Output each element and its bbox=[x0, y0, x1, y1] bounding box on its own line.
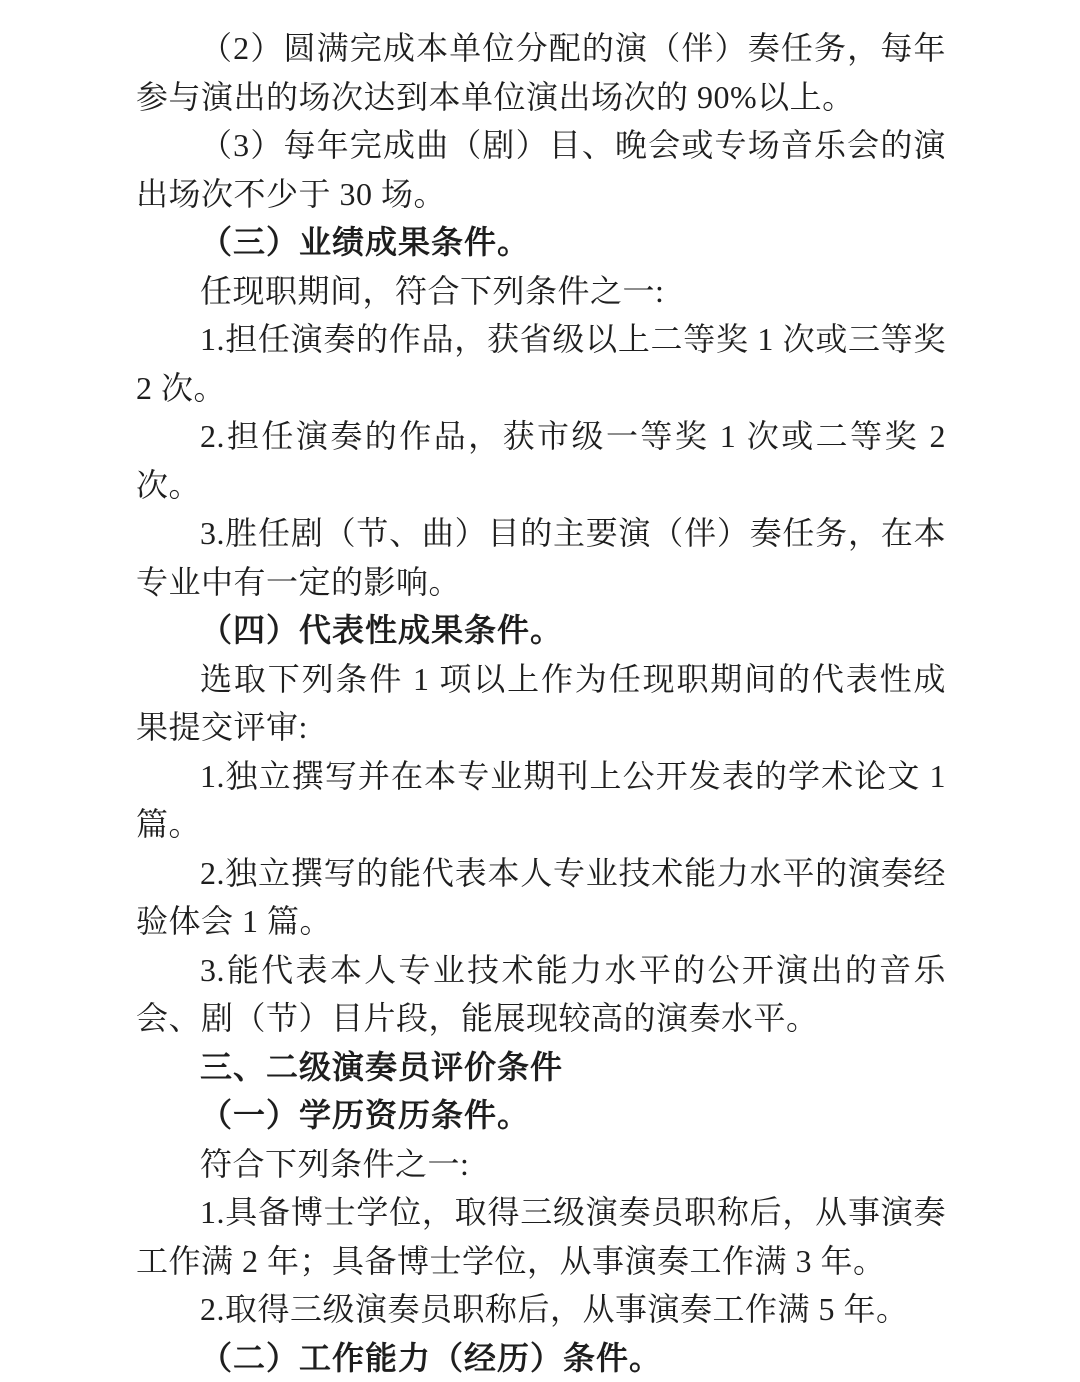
heading-section-4-representative-results: （四）代表性成果条件。 bbox=[136, 606, 946, 655]
paragraph-intro-qualification: 符合下列条件之一: bbox=[136, 1140, 946, 1189]
paragraph-condition-3: 3.胜任剧（节、曲）目的主要演（伴）奏任务，在本专业中有一定的影响。 bbox=[136, 509, 946, 606]
paragraph-intro-conditions: 任现职期间，符合下列条件之一: bbox=[136, 267, 946, 316]
heading-section-1-education-qualification: （一）学历资历条件。 bbox=[136, 1091, 946, 1140]
paragraph-representative-3: 3.能代表本人专业技术能力水平的公开演出的音乐会、剧（节）目片段，能展现较高的演奏水平。 bbox=[136, 946, 946, 1043]
heading-section-2-work-ability: （二）工作能力（经历）条件。 bbox=[136, 1334, 946, 1382]
heading-chapter-3-level2-performer: 三、二级演奏员评价条件 bbox=[136, 1043, 946, 1092]
paragraph-intro-representative: 选取下列条件 1 项以上作为任现职期间的代表性成果提交评审: bbox=[136, 655, 946, 752]
paragraph-condition-2: 2.担任演奏的作品，获市级一等奖 1 次或二等奖 2 次。 bbox=[136, 412, 946, 509]
paragraph-item-3: （3）每年完成曲（剧）目、晚会或专场音乐会的演出场次不少于 30 场。 bbox=[136, 121, 946, 218]
paragraph-qualification-1: 1.具备博士学位，取得三级演奏员职称后，从事演奏工作满 2 年；具备博士学位，从事演奏工作满 3 年。 bbox=[136, 1188, 946, 1285]
paragraph-item-2: （2）圆满完成本单位分配的演（伴）奏任务，每年参与演出的场次达到本单位演出场次的 90%以上。 bbox=[136, 24, 946, 121]
paragraph-representative-2: 2.独立撰写的能代表本人专业技术能力水平的演奏经验体会 1 篇。 bbox=[136, 849, 946, 946]
paragraph-condition-1: 1.担任演奏的作品，获省级以上二等奖 1 次或三等奖 2 次。 bbox=[136, 315, 946, 412]
heading-section-3-performance-results: （三）业绩成果条件。 bbox=[136, 218, 946, 267]
paragraph-representative-1: 1.独立撰写并在本专业期刊上公开发表的学术论文 1 篇。 bbox=[136, 752, 946, 849]
paragraph-qualification-2: 2.取得三级演奏员职称后，从事演奏工作满 5 年。 bbox=[136, 1285, 946, 1334]
